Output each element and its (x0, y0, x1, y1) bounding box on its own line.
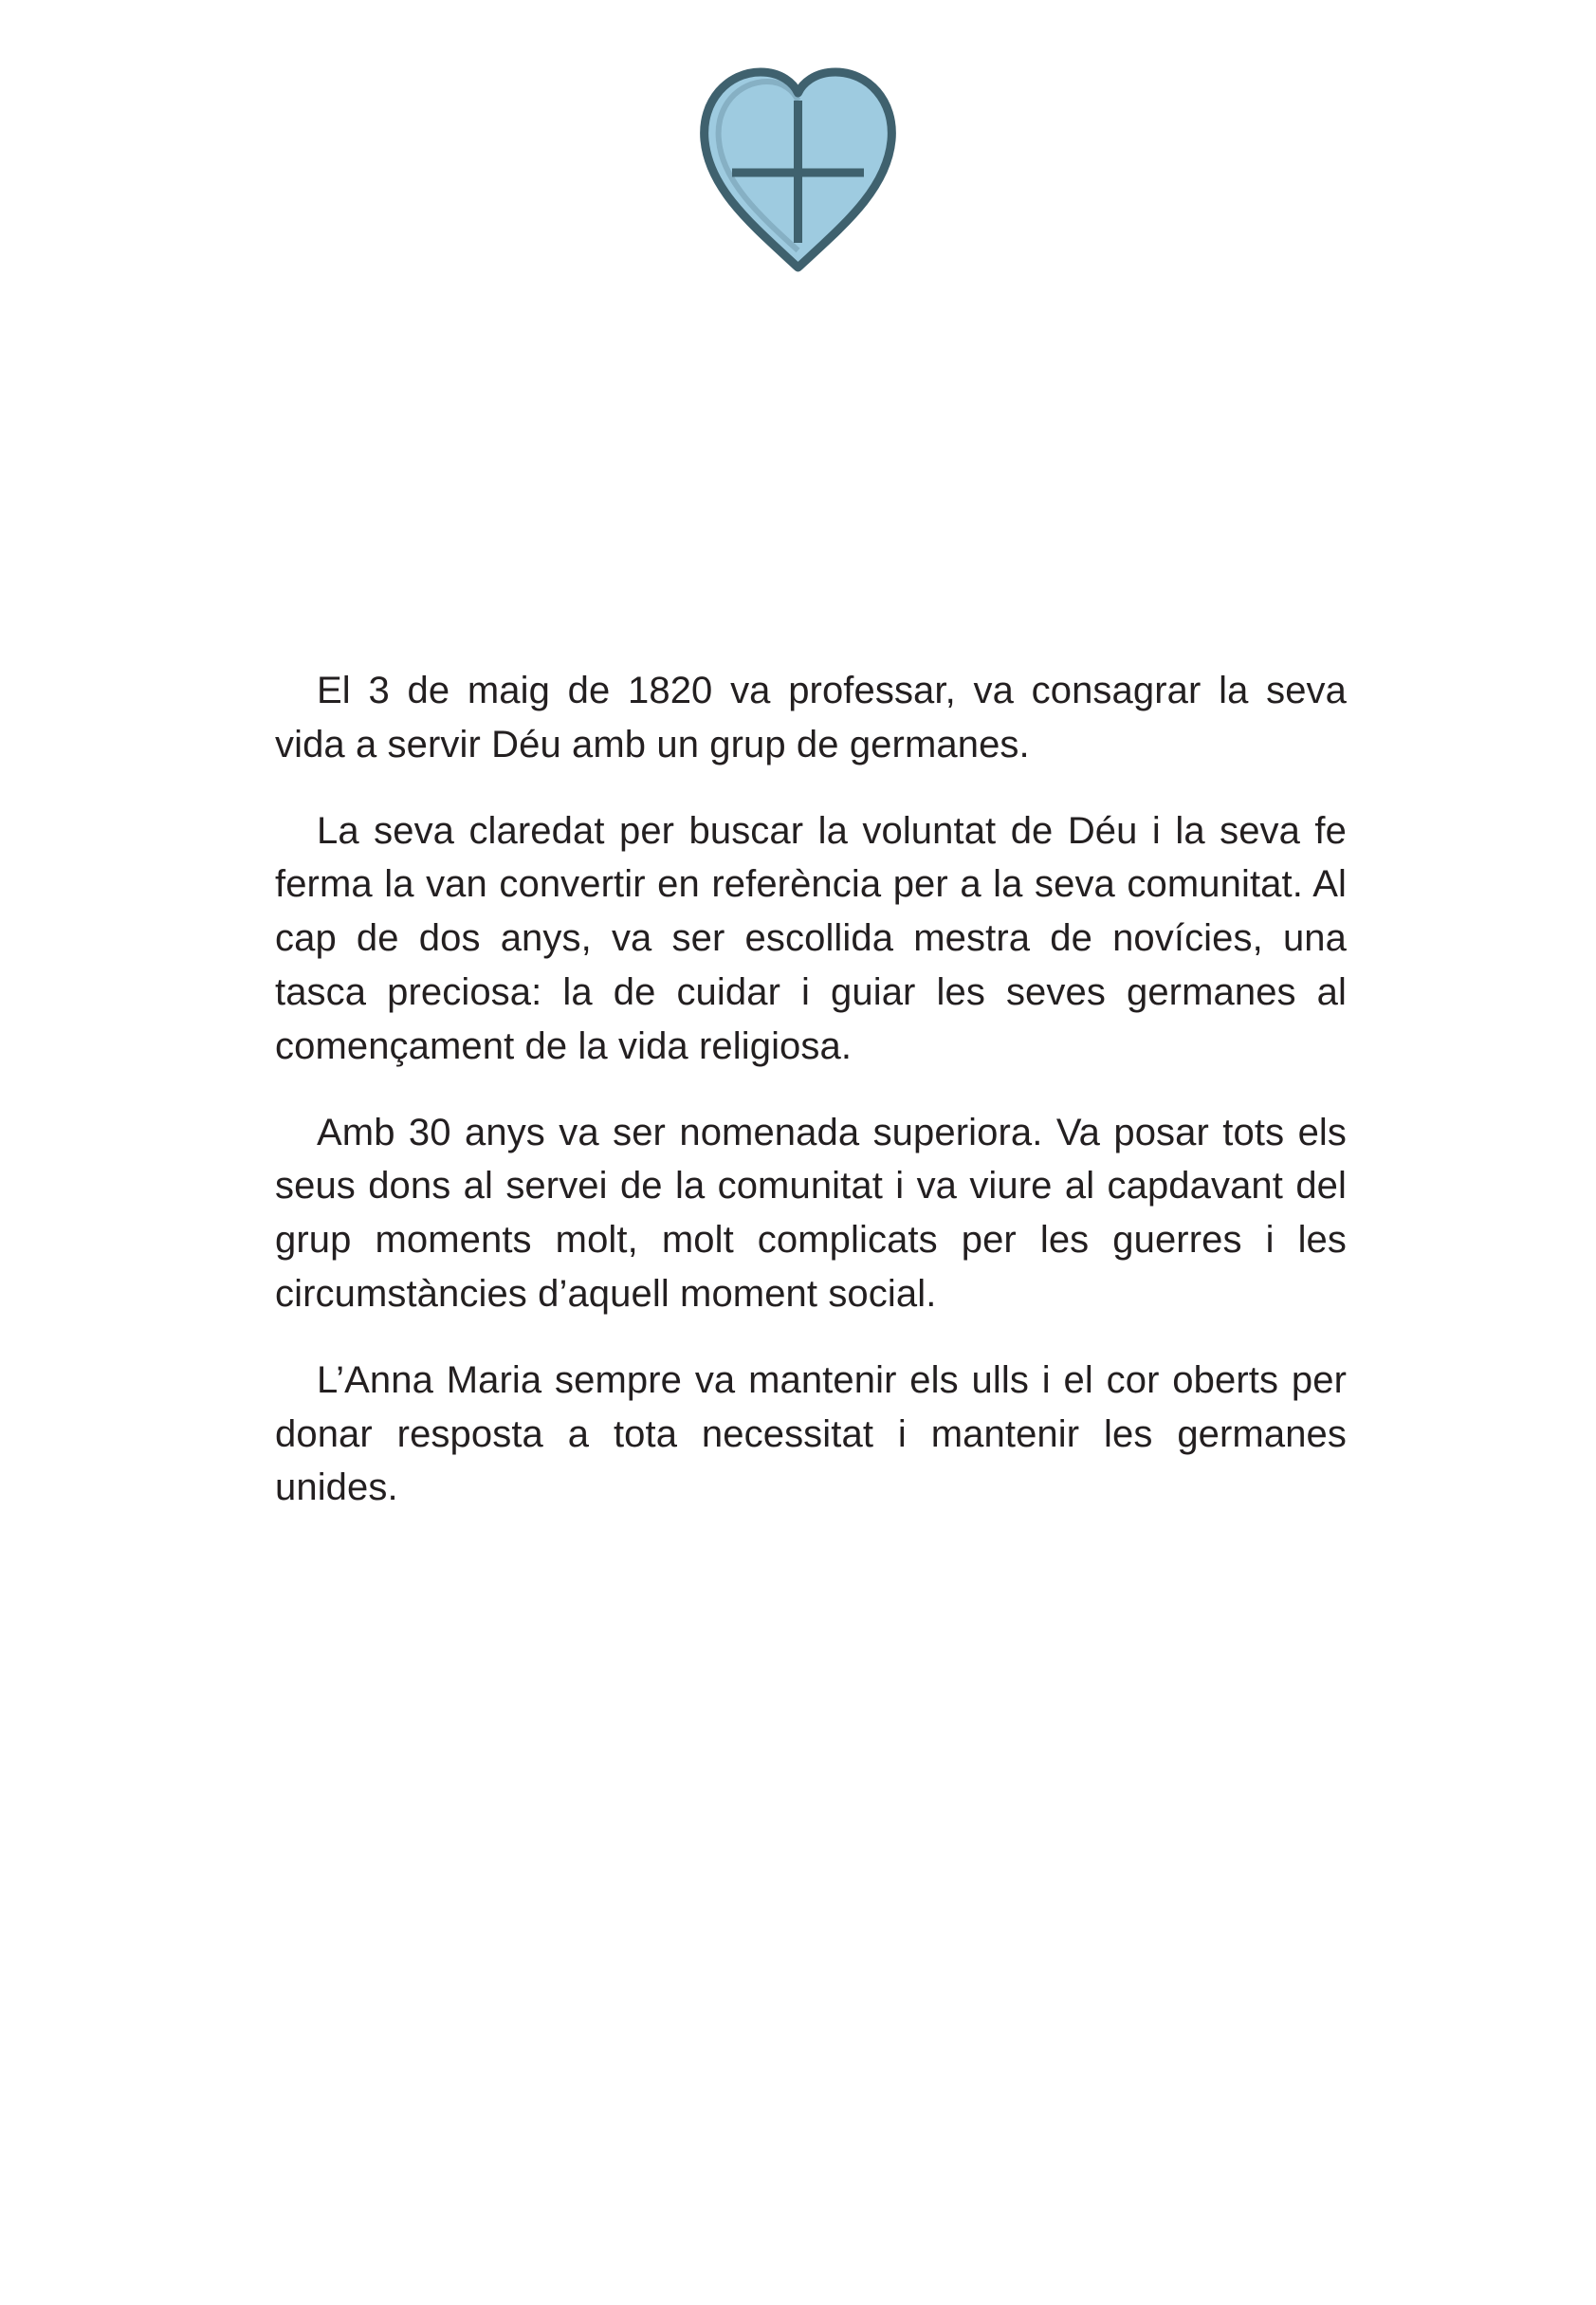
paragraph: Amb 30 anys va ser nomenada superiora. Va posar tots els seus dons al servei de la comunitat i va viure al capdavant del grup moments molt, molt complicats per les guerres i les circumstàncies d’aquell moment social. (275, 1111, 1347, 1315)
paragraph: El 3 de maig de 1820 va professar, va consagrar la seva vida a servir Déu amb un grup de germanes. (275, 670, 1347, 765)
heart-with-cross-logo (696, 57, 900, 275)
paragraph: L’Anna Maria sempre va mantenir els ulls i el cor oberts per donar resposta a tota necessitat i mantenir les germanes unides. (275, 1358, 1347, 1509)
body-text (275, 664, 1347, 1515)
paragraph: La seva claredat per buscar la voluntat de Déu i la seva fe ferma la van convertir en referència per a la seva comunitat. Al cap de dos anys, va ser escollida mestra de novícies, una tasca preciosa: la de cuidar i guiar les seves germanes al començament de la vida religiosa. (275, 809, 1347, 1067)
logo-container (0, 57, 1596, 275)
